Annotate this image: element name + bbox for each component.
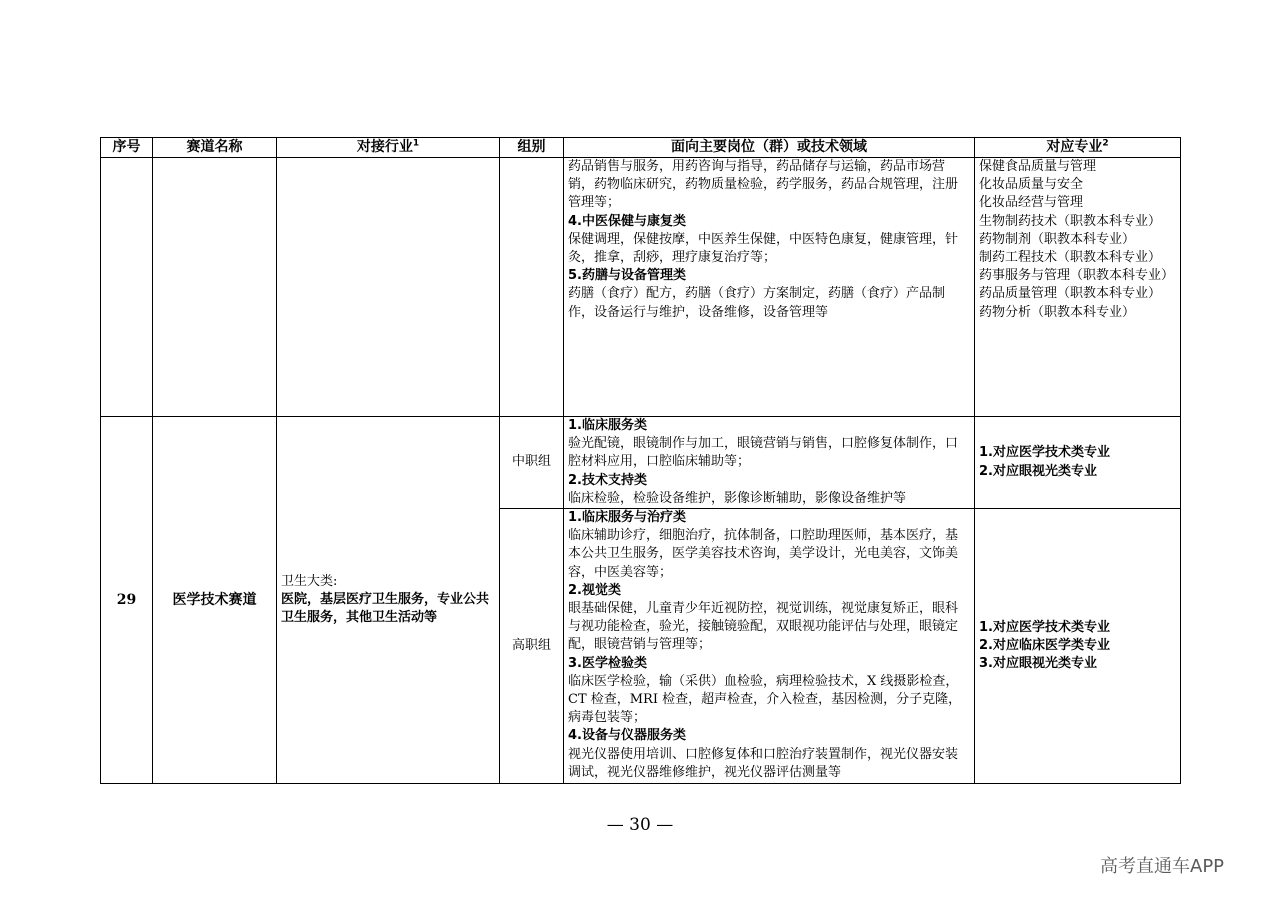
major-item: 2.对应眼视光类专业 [979,463,1097,479]
track-cell [153,158,277,417]
table-row-29-secondary [101,417,1181,509]
header-majors: 对应专业$^2$ [975,138,1181,158]
majors-cell [975,509,1181,784]
major-item: 生物制药技术（职教本科专业） [979,213,1162,229]
industry-cell [277,417,500,784]
major-item: 2.对应临床医学类专业 [979,637,1110,653]
positions-text: 验光配镜，眼镜制作与加工，眼镜营销与销售，口腔修复体制作，口腔材料应用，口腔临床辅助等； [568,436,959,470]
major-item: 药物分析（职教本科专业） [979,304,1136,320]
table-header-row [101,138,1181,158]
major-item: 1.对应医学技术类专业 [979,445,1110,461]
header-industry: 对接行业$^1$ [277,138,500,158]
group-cell [500,158,564,417]
positions-text: 保健调理，保健按摩，中医养生保健，中医特色康复，健康管理，针灸，推拿，刮痧，理疗康复治疗等； [568,231,959,266]
industry-text: 医院，基层医疗卫生服务，专业公共卫生服务，其他卫生活动等 [281,591,490,626]
major-item: 3.对应眼视光类专业 [979,656,1097,672]
majors-cell [975,417,1181,509]
industry-label: 卫生大类: [281,573,338,589]
header-group: 组别 [500,138,564,158]
positions-text: 临床检验，检验设备维护，影像诊断辅助，影像设备维护等 [568,490,907,506]
industry-cell [277,158,500,417]
page-number: — 30 — [606,815,674,835]
positions-title: 4.设备与仪器服务类 [568,728,686,744]
positions-text: 视光仪器使用培训、口腔修复体和口腔治疗装置制作，视光仪器安装调试，视光仪器维修维护，视光仪器评估测量等 [568,746,959,780]
seq-cell: 29 [101,417,153,784]
header-positions: 面向主要岗位（群）或技术领域 [564,138,975,158]
positions-text: 临床医学检验，输（采供）血检验，病理检验技术，X 线摄影检查，CT 检查，MRI 检查，超声检查，介入检查，基因检测，分子克隆，病毒包装等； [568,673,962,726]
major-item: 药物制剂（职教本科专业） [979,231,1136,247]
positions-cell [564,417,975,509]
major-item: 1.对应医学技术类专业 [979,619,1110,635]
major-item: 保健食品质量与管理 [979,159,1097,174]
positions-title: 1.临床服务与治疗类 [568,510,686,526]
positions-title: 5.药膳与设备管理类 [568,268,686,284]
positions-title: 1.临床服务类 [568,418,647,433]
positions-cell [564,158,975,417]
major-item: 药事服务与管理（职教本科专业） [979,268,1175,284]
app-watermark: 高考直通车APP [1100,856,1225,877]
positions-cell [564,509,975,784]
positions-text: 药膳（食疗）配方，药膳（食疗）方案制定，药膳（食疗）产品制作，设备运行与维护，设备维修，设备管理等 [568,286,946,320]
positions-title: 2.视觉类 [568,582,621,598]
positions-text: 眼基础保健，儿童青少年近视防控，视觉训练，视觉康复矫正，眼科与视功能检查，验光，接触镜验配，双眼视功能评估与处理，眼镜定配，眼镜营销与管理等； [568,601,959,653]
positions-title: 2.技术支持类 [568,472,647,488]
group-cell: 高职组 [500,509,564,784]
majors-cell [975,158,1181,417]
major-item: 制药工程技术（职教本科专业） [979,250,1162,266]
major-item: 化妆品质量与安全 [979,177,1084,193]
footnote-marker: 2 [1102,138,1109,149]
catalog-table [100,137,1181,784]
major-item: 化妆品经营与管理 [979,195,1084,211]
positions-title: 4.中医保健与康复类 [568,213,686,229]
footnote-marker: 1 [412,138,420,149]
major-item: 药品质量管理（职教本科专业） [979,286,1162,302]
table-row-continuation [101,158,1181,417]
positions-title: 3.医学检验类 [568,655,647,671]
header-seq: 序号 [101,138,153,158]
group-cell: 中职组 [500,417,564,509]
track-name-cell: 医学技术赛道 [153,417,277,784]
positions-text: 临床辅助诊疗，细胞治疗，抗体制备，口腔助理医师，基本医疗，基本公共卫生服务，医学美容技术咨询，美学设计，光电美容，文饰美容，中医美容等； [568,528,959,580]
header-track: 赛道名称 [153,138,277,158]
positions-text: 药品销售与服务，用药咨询与指导，药品储存与运输，药品市场营销，药物临床研究，药物质量检验，药学服务，药品合规管理，注册管理等； [568,159,959,211]
seq-cell [101,158,153,417]
